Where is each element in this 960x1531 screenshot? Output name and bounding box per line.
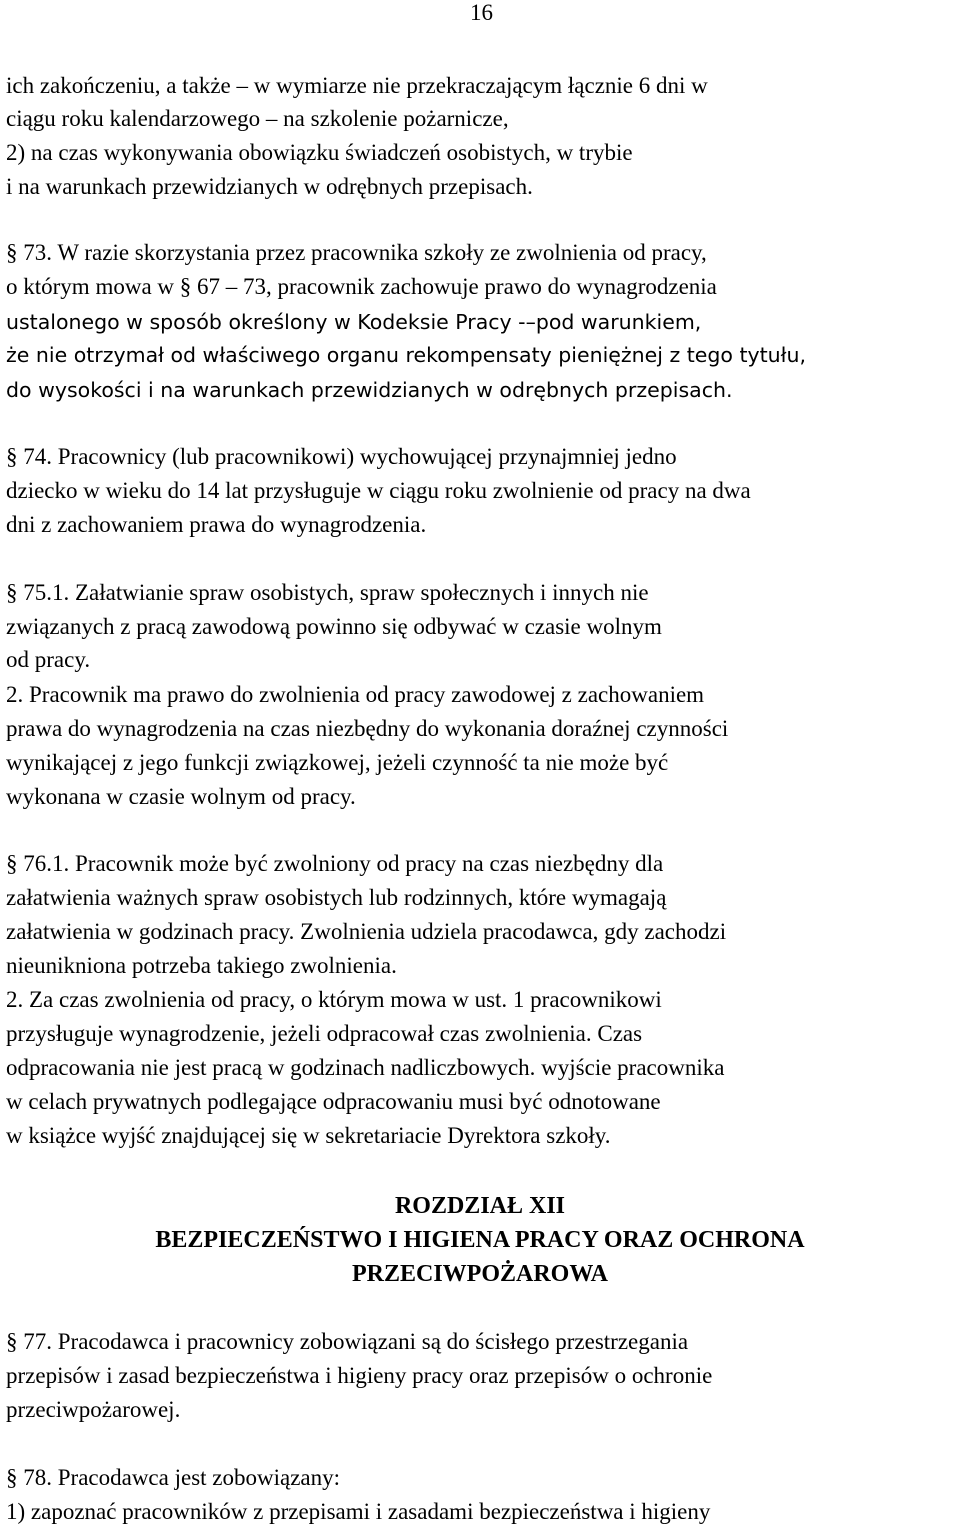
paragraph-75-line: § 75.1. Załatwianie spraw osobistych, spraw społecznych i innych nie	[6, 580, 649, 605]
chapter-heading-line: BEZPIECZEŃSTWO I HIGIENA PRACY ORAZ OCHRONA	[155, 1227, 805, 1253]
paragraph-73-line: o którym mowa w § 67 – 73, pracownik zachowuje prawo do wynagrodzenia	[6, 274, 717, 299]
paragraph-77-line: przepisów i zasad bezpieczeństwa i higieny pracy oraz przepisów o ochronie	[6, 1363, 713, 1388]
paragraph-74-line: dni z zachowaniem prawa do wynagrodzenia.	[6, 512, 427, 537]
paragraph-73-line: do wysokości i na warunkach przewidzianych w odrębnych przepisach.	[6, 378, 733, 402]
paragraph-78-line: § 78. Pracodawca jest zobowiązany:	[6, 1465, 341, 1490]
paragraph-76-line: załatwienia ważnych spraw osobistych lub rodzinnych, które wymagają	[6, 885, 667, 910]
paragraph-75-line: prawa do wynagrodzenia na czas niezbędny do wykonania doraźnej czynności	[6, 716, 729, 741]
paragraph-73-line: że nie otrzymał od właściwego organu rekompensaty pieniężnej z tego tytułu,	[6, 343, 807, 367]
paragraph-76-line: w książce wyjść znajdującej się w sekretariacie Dyrektora szkoły.	[6, 1123, 611, 1148]
paragraph-76-line: nieunikniona potrzeba takiego zwolnienia.	[6, 953, 397, 978]
paragraph-75-line: wynikającej z jego funkcji związkowej, jeżeli czynność ta nie może być	[6, 750, 669, 775]
text-line: ciągu roku kalendarzowego – na szkolenie pożarnicze,	[6, 106, 509, 131]
paragraph-76-line: § 76.1. Pracownik może być zwolniony od pracy na czas niezbędny dla	[6, 851, 664, 876]
paragraph-77-line: § 77. Pracodawca i pracownicy zobowiązani są do ścisłego przestrzegania	[6, 1329, 689, 1354]
chapter-heading-line: PRZECIWPOŻAROWA	[351, 1261, 609, 1287]
paragraph-73-line: ustalonego w sposób określony w Kodeksie Pracy -–pod warunkiem,	[6, 310, 702, 334]
paragraph-75-line: związanych z pracą zawodową powinno się odbywać w czasie wolnym	[6, 614, 662, 639]
paragraph-75-line: od pracy.	[6, 647, 91, 672]
text-line: i na warunkach przewidzianych w odrębnych przepisach.	[6, 174, 533, 199]
paragraph-75-line: 2. Pracownik ma prawo do zwolnienia od pracy zawodowej z zachowaniem	[6, 682, 705, 707]
paragraph-76-line: załatwienia w godzinach pracy. Zwolnienia udziela pracodawca, gdy zachodzi	[6, 919, 727, 944]
text-line: 2) na czas wykonywania obowiązku świadczeń osobistych, w trybie	[6, 140, 633, 165]
paragraph-75-line: wykonana w czasie wolnym od pracy.	[6, 784, 356, 809]
paragraph-74-line: dziecko w wieku do 14 lat przysługuje w ciągu roku zwolnienie od pracy na dwa	[6, 478, 751, 503]
paragraph-78-line: 1) zapoznać pracowników z przepisami i zasadami bezpieczeństwa i higieny	[6, 1499, 711, 1524]
paragraph-73-line: § 73. W razie skorzystania przez pracownika szkoły ze zwolnienia od pracy,	[6, 240, 707, 265]
paragraph-76-line: 2. Za czas zwolnienia od pracy, o którym mowa w ust. 1 pracownikowi	[6, 987, 662, 1012]
paragraph-76-line: odpracowania nie jest pracą w godzinach nadliczbowych. wyjście pracownika	[6, 1055, 725, 1080]
paragraph-76-line: w celach prywatnych podlegające odpracowaniu musi być odnotowane	[6, 1089, 661, 1114]
page-number: 16	[470, 0, 493, 25]
paragraph-76-line: przysługuje wynagrodzenie, jeżeli odpracował czas zwolnienia. Czas	[6, 1021, 643, 1046]
text-line: ich zakończeniu, a także – w wymiarze nie przekraczającym łącznie 6 dni w	[6, 73, 708, 98]
paragraph-74-line: § 74. Pracownicy (lub pracownikowi) wychowującej przynajmniej jedno	[6, 444, 677, 469]
chapter-title: ROZDZIAŁ XII	[394, 1193, 566, 1219]
paragraph-77-line: przeciwpożarowej.	[6, 1397, 181, 1422]
